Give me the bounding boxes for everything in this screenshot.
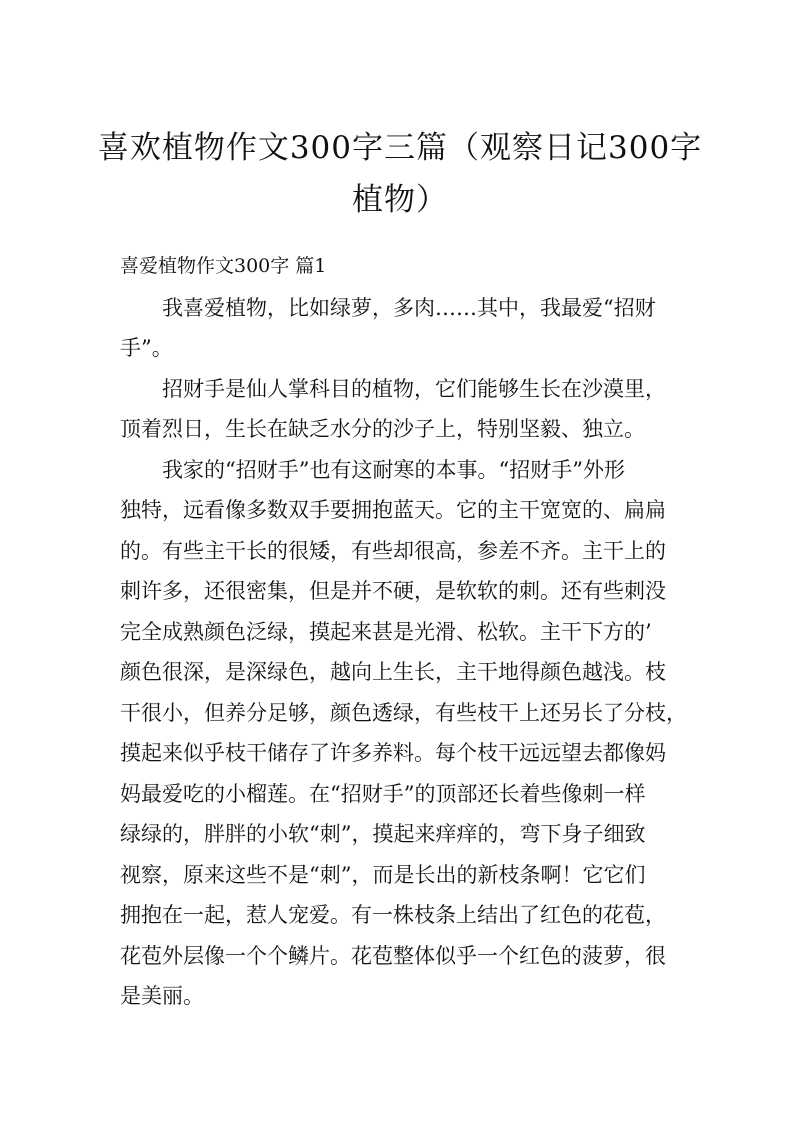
paragraph-3-line-1: 我家的“招财手”也有这耐寒的本事。“招财手”外形 [162,458,625,482]
paragraph-3-line-14: 是美丽。 [120,984,204,1008]
paragraph-3-line-7: 干很小，但养分足够，颜色透绿，有些枝干上还另长了分枝， [120,701,687,725]
paragraph-3-line-2: 独特，远看像多数双手要拥抱蓝天。它的主干宽宽的、扁扁 [120,498,666,522]
paragraph-3-line-8: 摸起来似乎枝干储存了许多养料。每个枝干远远望去都像妈 [120,741,666,765]
paragraph-3-line-13: 花苞外层像一个个鳞片。花苞整体似乎一个红色的菠萝，很 [120,944,666,968]
title-line-2: 植物） [352,182,448,218]
paragraph-1-line-2: 手”。 [120,336,173,360]
section-heading: 喜爱植物作文300字 篇1 [120,255,327,277]
title-line-1: 喜欢植物作文300字三篇（观察日记300字 [97,130,703,166]
paragraph-3-line-5: 完全成熟颜色泛绿，摸起来甚是光滑、松软。主干下方的’ [120,620,652,644]
paragraph-2-line-2: 顶着烈日，生长在缺乏水分的沙子上，特别坚毅、独立。 [120,417,645,441]
paragraph-3-line-11: 视察，原来这些不是“刺”，而是长出的新枝条啊！它它们 [120,863,646,887]
document-title [90,122,710,226]
paragraph-3-line-6: 颜色很深，是深绿色，越向上生长，主干地得颜色越浅。枝 [120,660,666,684]
paragraph-3-line-3: 的。有些主干长的很矮，有些却很高，参差不齐。主干上的 [120,539,666,563]
paragraph-2-line-1: 招财手是仙人掌科目的植物，它们能够生长在沙漠里， [162,377,666,401]
paragraph-1-line-1: 我喜爱植物，比如绿萝，多肉……其中，我最爱“招财 [162,296,656,320]
paragraph-3-line-9: 妈最爱吃的小榴莲。在“招财手”的顶部还长着些像刺一样 [120,782,646,806]
paragraph-3-line-10: 绿绿的，胖胖的小软“刺”，摸起来痒痒的，弯下身子细致 [120,822,646,846]
paragraph-3-line-12: 拥抱在一起，惹人宠爱。有一株枝条上结出了红色的花苞， [120,903,666,927]
paragraph-3-line-4: 刺许多，还很密集，但是并不硬，是软软的刺。还有些刺没 [120,579,666,603]
